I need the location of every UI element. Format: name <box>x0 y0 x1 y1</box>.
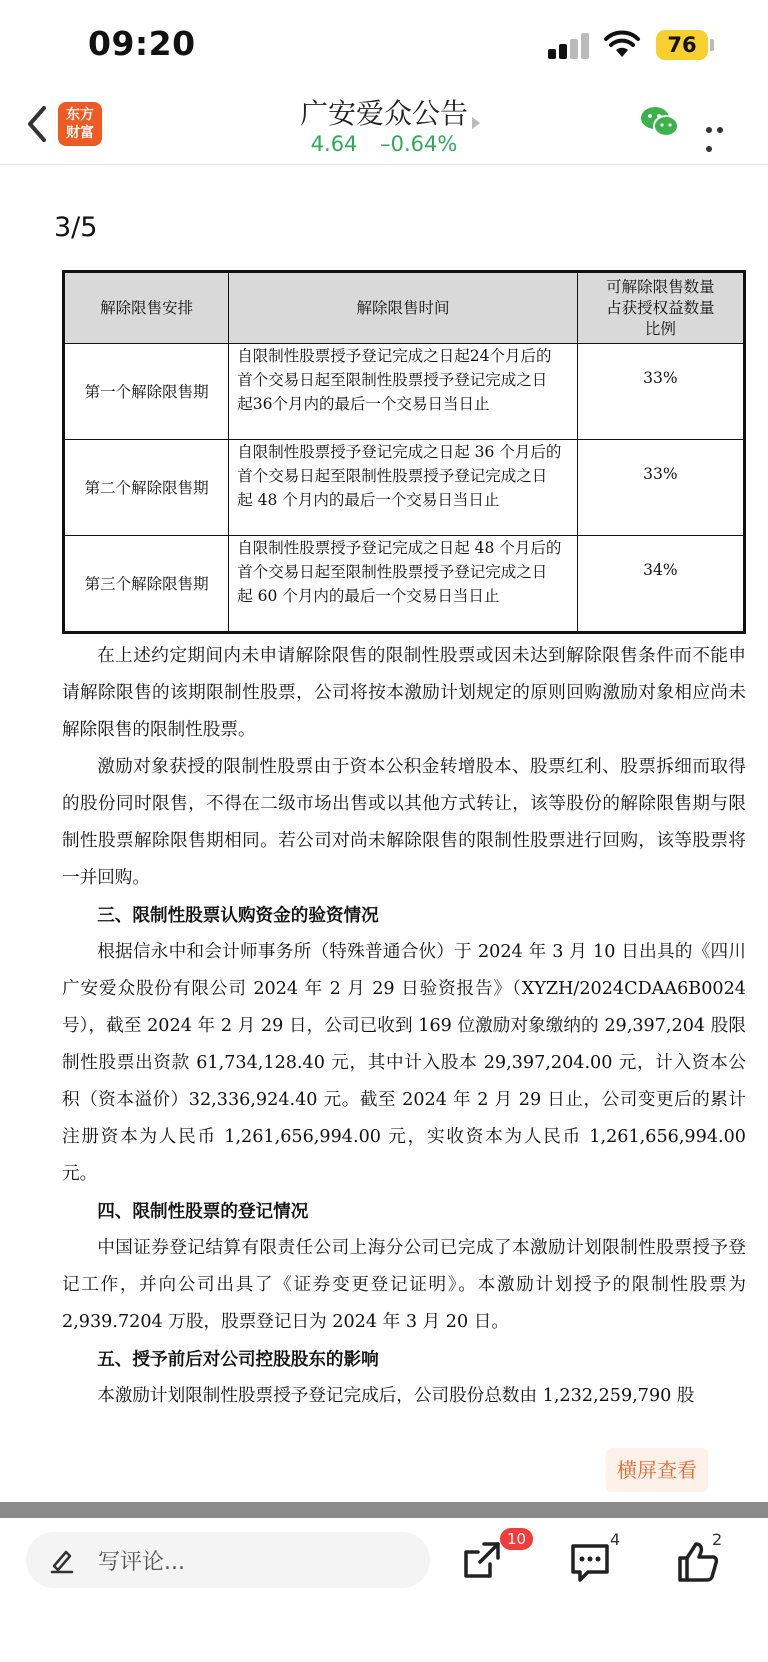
comment-placeholder: 写评论... <box>98 1550 185 1575</box>
ratio-cell: 34% <box>577 536 744 633</box>
logo-line-1: 东方 <box>66 107 94 123</box>
header-line: 可解除限售数量 <box>606 277 715 296</box>
title-expand-icon[interactable] <box>472 117 480 129</box>
share-count-badge: 10 <box>500 1528 533 1550</box>
stock-change: –0.64% <box>380 132 458 156</box>
table-row <box>64 344 745 440</box>
time-cell <box>229 440 577 536</box>
period-cell: 第二个解除限售期 <box>64 440 229 536</box>
ratio-cell: 33% <box>577 344 744 440</box>
more-options-icon[interactable] <box>706 118 738 126</box>
paragraph: 根据信永中和会计师事务所（特殊普通合伙）于 2024 年 3 月 10 日出具的《四川广安爱众股份有限公司 2024 年 2 月 29 日验资报告》（XYZH/2024CDAA6B0024 号），截至 2024 年 2 月 29 日，公司已收到 169 位激励对象缴纳的 29,397,204 股限制性股票出资款 61,734,128.40 元，其中计入股本 29,397,204.00 元，计入资本公积（资本溢价）32,336,924.40 元。截至 2024 年 2 月 29 日止，公司变更后的累计注册资本为人民币 1,261,656,994.00 元，实收资本为人民币 1,261,656,994.00 元。 <box>62 942 746 1184</box>
battery-indicator: 76 <box>656 30 708 60</box>
table-header: 解除限售时间 <box>229 272 577 344</box>
page-title[interactable]: 广安爱众公告 <box>299 97 468 130</box>
paragraph: 中国证券登记结算有限责任公司上海分公司已完成了本激励计划限制性股票授予登记工作，并向公司出具了《证券变更登记证明》。本激励计划授予的限制性股票为 2,939.7204 万股，股票登记日为 2024 年 3 月 20 日。 <box>62 1238 746 1332</box>
header-line: 比例 <box>644 319 676 338</box>
share-icon[interactable] <box>460 1538 504 1582</box>
battery-tip <box>710 39 714 51</box>
pen-icon <box>48 1546 76 1574</box>
section-heading: 三、限制性股票认购资金的验资情况 <box>97 905 379 926</box>
time-line: 首个交易日起至限制性股票授予登记完成之日 <box>237 371 548 389</box>
period-cell: 第一个解除限售期 <box>64 344 229 440</box>
table-header: 解除限售安排 <box>64 272 229 344</box>
like-count: 2 <box>712 1530 723 1549</box>
section-heading: 四、限制性股票的登记情况 <box>97 1201 309 1222</box>
comment-input[interactable] <box>26 1532 430 1588</box>
comment-count: 4 <box>610 1530 621 1549</box>
nav-bar <box>0 90 768 165</box>
paragraph: 在上述约定期间内未申请解除限售的限制性股票或因未达到解除限售条件而不能申请解除限售的该期限制性股票，公司将按本激励计划规定的原则回购激励对象相应尚未解除限售的限制性股票。 <box>62 646 746 740</box>
time-line: 起 60 个月内的最后一个交易日当日止 <box>237 587 500 605</box>
comment-icon[interactable] <box>568 1540 612 1584</box>
time-line: 自限制性股票授予登记完成之日起24个月后的 <box>237 347 552 365</box>
wifi-icon <box>603 29 641 59</box>
wechat-share-icon[interactable] <box>640 104 680 140</box>
status-bar <box>0 0 768 90</box>
time-line: 首个交易日起至限制性股票授予登记完成之日 <box>237 467 548 485</box>
table-header <box>577 272 744 344</box>
time-line: 起36个月内的最后一个交易日当日止 <box>237 395 490 413</box>
document-body <box>62 270 746 1415</box>
paragraph: 激励对象获授的限制性股票由于资本公积金转增股本、股票红利、股票拆细而取得的股份同时限售，不得在二级市场出售或以其他方式转让，该等股份的解除限售期与限制性股票解除限售期相同。若公司对尚未解除限售的限制性股票进行回购，该等股票将一并回购。 <box>62 757 746 888</box>
logo-line-2: 财富 <box>66 125 94 141</box>
period-cell: 第三个解除限售期 <box>64 536 229 633</box>
time-line: 自限制性股票授予登记完成之日起 36 个月后的 <box>237 443 562 461</box>
table-header-row <box>64 272 745 344</box>
divider <box>0 1502 768 1518</box>
landscape-view-button[interactable]: 横屏查看 <box>606 1448 708 1492</box>
time-line: 起 48 个月内的最后一个交易日当日止 <box>237 491 500 509</box>
stock-price: 4.64 <box>310 132 358 156</box>
time-cell <box>229 344 577 440</box>
header-line: 占获授权益数量 <box>606 298 715 317</box>
cellular-signal-icon <box>548 33 590 59</box>
status-time: 09:20 <box>88 24 196 63</box>
ratio-cell: 33% <box>577 440 744 536</box>
page-indicator: 3/5 <box>54 212 98 243</box>
table-row <box>64 536 745 633</box>
unlock-schedule-table <box>62 270 746 634</box>
time-cell <box>229 536 577 633</box>
bottom-bar <box>0 1518 768 1662</box>
section-heading: 五、授予前后对公司控股股东的影响 <box>97 1349 379 1370</box>
table-row <box>64 440 745 536</box>
paragraph: 本激励计划限制性股票授予登记完成后，公司股份总数由 1,232,259,790 股 <box>97 1386 695 1406</box>
time-line: 自限制性股票授予登记完成之日起 48 个月后的 <box>237 539 562 557</box>
time-line: 首个交易日起至限制性股票授予登记完成之日 <box>237 563 548 581</box>
